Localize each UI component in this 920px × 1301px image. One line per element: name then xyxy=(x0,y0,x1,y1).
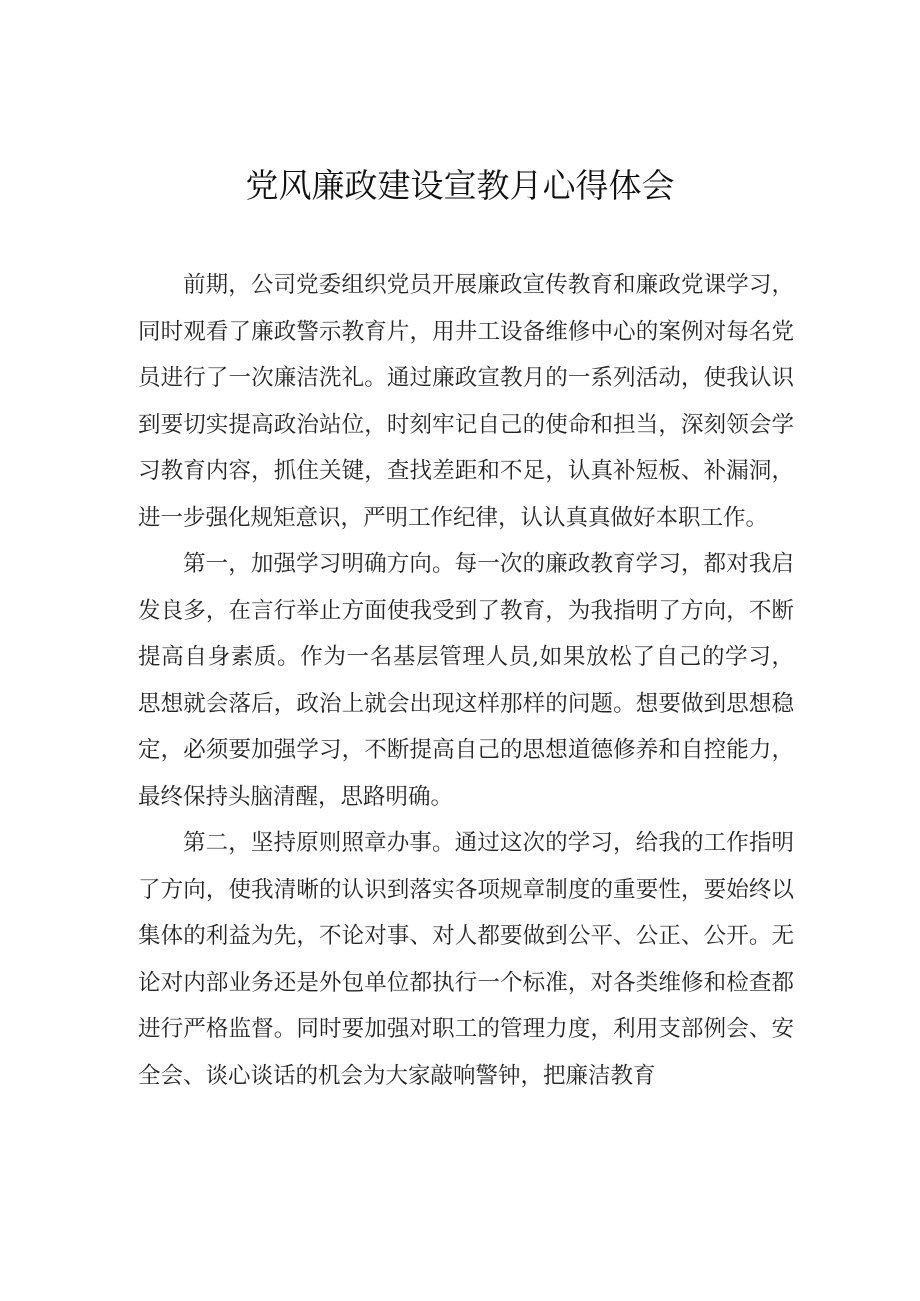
document-title: 党风廉政建设宣教月心得体会 xyxy=(245,166,675,205)
paragraph-second-point: 第二，坚持原则照章办事。通过这次的学习，给我的工作指明了方向，使我清晰的认识到落实各项规章制度的重要性，要始终以集体的利益为先，不论对事、对人都要做到公平、公正、公开。无论对内部业务还是外包单位都执行一个标准，对各类维修和检查都进行严格监督。同时要加强对职工的管理力度，利用支部例会、安全会、谈心谈话的机会为大家敲响警钟，把廉洁教育 xyxy=(138,830,794,1089)
document-body xyxy=(138,262,794,1099)
paragraph-first-point: 第一，加强学习明确方向。每一次的廉政教育学习，都对我启发良多，在言行举止方面使我受到了教育，为我指明了方向，不断提高自身素质。作为一名基层管理人员,如果放松了自己的学习，思想就会落后，政治上就会出现这样那样的问题。想要做到思想稳定，必须要加强学习，不断提高自己的思想道德修养和自控能力，最终保持头脑清醒，思路明确。 xyxy=(138,551,794,810)
paragraph-intro: 前期，公司党委组织党员开展廉政宣传教育和廉政党课学习，同时观看了廉政警示教育片，用井工设备维修中心的案例对每名党员进行了一次廉洁洗礼。通过廉政宣教月的一系列活动，使我认识到要切实提高政治站位，时刻牢记自己的使命和担当，深刻领会学习教育内容，抓住关键，查找差距和不足，认真补短板、补漏洞，进一步强化规矩意识，严明工作纪律，认认真真做好本职工作。 xyxy=(138,272,794,531)
